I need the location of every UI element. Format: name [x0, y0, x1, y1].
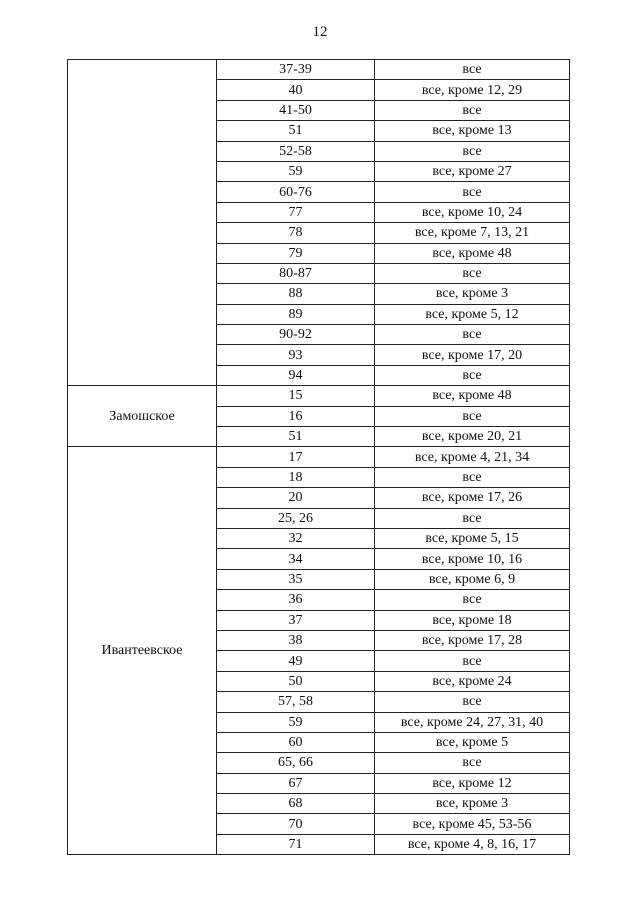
apartments-cell: все	[375, 100, 570, 120]
apartments-cell: все	[375, 590, 570, 610]
apartments-cell: все, кроме 12	[375, 773, 570, 793]
house-number-cell: 35	[217, 569, 375, 589]
house-number-cell: 40	[217, 80, 375, 100]
house-number-cell: 68	[217, 794, 375, 814]
house-number-cell: 32	[217, 528, 375, 548]
house-number-cell: 25, 26	[217, 508, 375, 528]
apartments-cell: все	[375, 651, 570, 671]
house-number-cell: 38	[217, 630, 375, 650]
apartments-cell: все	[375, 692, 570, 712]
district-cell: Ивантеевское	[68, 447, 217, 855]
house-number-cell: 59	[217, 712, 375, 732]
house-number-cell: 37-39	[217, 60, 375, 80]
apartments-cell: все	[375, 263, 570, 283]
house-number-cell: 78	[217, 223, 375, 243]
apartments-cell: все	[375, 508, 570, 528]
apartments-cell: все, кроме 48	[375, 243, 570, 263]
house-number-cell: 51	[217, 427, 375, 447]
apartments-cell: все, кроме 5, 15	[375, 528, 570, 548]
house-number-cell: 77	[217, 202, 375, 222]
apartments-cell: все, кроме 5, 12	[375, 304, 570, 324]
house-number-cell: 60	[217, 732, 375, 752]
house-number-cell: 37	[217, 610, 375, 630]
apartments-cell: все, кроме 10, 16	[375, 549, 570, 569]
house-number-cell: 49	[217, 651, 375, 671]
house-number-cell: 88	[217, 284, 375, 304]
apartments-cell: все	[375, 182, 570, 202]
house-number-cell: 79	[217, 243, 375, 263]
house-number-cell: 60-76	[217, 182, 375, 202]
house-number-cell: 59	[217, 161, 375, 181]
apartments-cell: все, кроме 4, 8, 16, 17	[375, 834, 570, 854]
table-row	[68, 60, 570, 80]
apartments-cell: все	[375, 325, 570, 345]
house-number-cell: 51	[217, 121, 375, 141]
apartments-cell: все, кроме 27	[375, 161, 570, 181]
house-number-cell: 90-92	[217, 325, 375, 345]
house-number-cell: 52-58	[217, 141, 375, 161]
district-cell: Замошское	[68, 386, 217, 447]
house-number-cell: 18	[217, 467, 375, 487]
table-row	[68, 447, 570, 467]
apartments-cell: все, кроме 17, 20	[375, 345, 570, 365]
apartments-cell: все, кроме 6, 9	[375, 569, 570, 589]
house-number-cell: 67	[217, 773, 375, 793]
house-number-cell: 71	[217, 834, 375, 854]
table-body	[68, 60, 570, 855]
page-number: 12	[312, 24, 328, 40]
house-number-cell: 94	[217, 365, 375, 385]
apartments-cell: все, кроме 10, 24	[375, 202, 570, 222]
apartments-cell: все	[375, 60, 570, 80]
apartments-cell: все, кроме 17, 26	[375, 488, 570, 508]
district-cell	[68, 60, 217, 386]
apartments-cell: все, кроме 20, 21	[375, 427, 570, 447]
house-number-cell: 41-50	[217, 100, 375, 120]
apartments-cell: все, кроме 4, 21, 34	[375, 447, 570, 467]
house-number-cell: 50	[217, 671, 375, 691]
apartments-cell: все, кроме 12, 29	[375, 80, 570, 100]
apartments-cell: все, кроме 24	[375, 671, 570, 691]
house-number-cell: 17	[217, 447, 375, 467]
house-number-cell: 57, 58	[217, 692, 375, 712]
apartments-cell: все, кроме 24, 27, 31, 40	[375, 712, 570, 732]
apartments-cell: все, кроме 13	[375, 121, 570, 141]
apartments-cell: все	[375, 141, 570, 161]
house-number-cell: 93	[217, 345, 375, 365]
house-number-cell: 15	[217, 386, 375, 406]
table-row	[68, 386, 570, 406]
apartments-cell: все, кроме 5	[375, 732, 570, 752]
apartments-cell: все, кроме 3	[375, 284, 570, 304]
apartments-cell: все, кроме 7, 13, 21	[375, 223, 570, 243]
apartments-cell: все	[375, 365, 570, 385]
house-number-cell: 89	[217, 304, 375, 324]
house-number-cell: 16	[217, 406, 375, 426]
address-table	[67, 59, 570, 855]
apartments-cell: все	[375, 753, 570, 773]
apartments-cell: все, кроме 45, 53-56	[375, 814, 570, 834]
apartments-cell: все	[375, 467, 570, 487]
house-number-cell: 80-87	[217, 263, 375, 283]
apartments-cell: все, кроме 48	[375, 386, 570, 406]
house-number-cell: 70	[217, 814, 375, 834]
house-number-cell: 36	[217, 590, 375, 610]
apartments-cell: все, кроме 3	[375, 794, 570, 814]
apartments-cell: все	[375, 406, 570, 426]
house-number-cell: 34	[217, 549, 375, 569]
apartments-cell: все, кроме 18	[375, 610, 570, 630]
house-number-cell: 20	[217, 488, 375, 508]
apartments-cell: все, кроме 17, 28	[375, 630, 570, 650]
house-number-cell: 65, 66	[217, 753, 375, 773]
